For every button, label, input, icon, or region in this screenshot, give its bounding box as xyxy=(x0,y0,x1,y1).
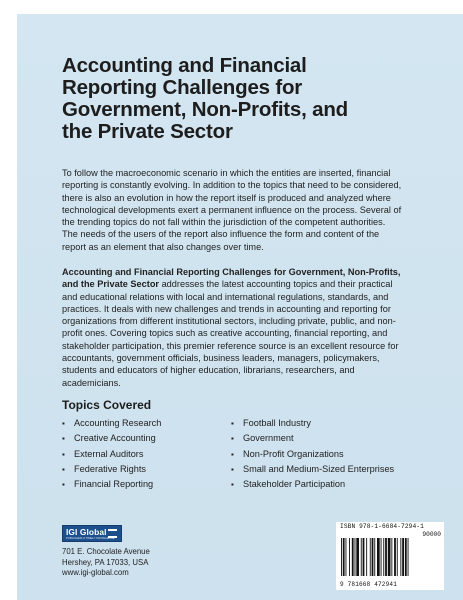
bullet-icon: ▪ xyxy=(231,464,234,474)
description-title: Accounting and Financial Reporting Challenges for Government, Non-Profits, and the Private Sector xyxy=(62,267,401,290)
topic-item: ▪ Federative Rights xyxy=(62,462,161,477)
topic-item: ▪ Football Industry xyxy=(231,416,394,431)
bullet-icon: ▪ xyxy=(231,449,234,459)
isbn-label: ISBN 978-1-6684-7294-1 xyxy=(340,523,424,530)
price-code: 90000 xyxy=(422,531,441,538)
bullet-icon: ▪ xyxy=(231,419,234,428)
description-paragraph xyxy=(62,266,402,389)
bullet-icon: ▪ xyxy=(62,480,65,490)
publisher-address xyxy=(62,547,150,579)
publisher-website: www.igi-global.com xyxy=(62,568,129,578)
barcode-digits: 9 781668 472941 xyxy=(340,581,398,588)
publisher-logo-text: IGI Global xyxy=(66,527,107,537)
bullet-icon: ▪ xyxy=(62,449,65,459)
bullet-icon: ▪ xyxy=(62,419,65,428)
barcode-icon xyxy=(339,538,441,580)
logo-mark-icon xyxy=(108,529,117,538)
topic-item: ▪ Creative Accounting xyxy=(62,431,161,446)
topic-item: ▪ Government xyxy=(231,431,394,446)
bullet-icon: ▪ xyxy=(62,434,65,444)
topic-item: ▪ Accounting Research xyxy=(62,416,161,431)
topic-item: ▪ Stakeholder Participation xyxy=(231,477,394,492)
book-title: Accounting and Financial Reporting Challenges for Government, Non-Profits, and the Private Sector xyxy=(62,54,348,143)
address-street: 701 E. Chocolate Avenue xyxy=(62,547,150,556)
topic-item: ▪ External Auditors xyxy=(62,447,161,462)
topics-list-right xyxy=(231,416,394,492)
topic-item: ▪ Financial Reporting xyxy=(62,477,161,492)
description-text: addresses the latest accounting topics and their practical and educational relations with local and international regulations, standards, and practices. It deals with new challenges and trends in accounting and reporting for organizations from different institutional sectors, including private, public, and non-profit ones. Covering topics such as creative accounting, financial reporting, and stakeholder participation, this premier reference source is an excellent resource for accountants, government officials, business leaders, managers, policymakers, students and educators of higher education, librarians, researchers, and academicians. xyxy=(62,279,399,388)
topic-item: ▪ Small and Medium-Sized Enterprises xyxy=(231,462,394,477)
topics-heading: Topics Covered xyxy=(62,398,152,412)
isbn-barcode-block xyxy=(336,522,444,590)
bullet-icon: ▪ xyxy=(62,464,65,474)
bullet-icon: ▪ xyxy=(231,434,234,444)
address-city: Hershey, PA 17033, USA xyxy=(62,557,149,567)
topics-list-left xyxy=(62,416,161,492)
topic-item: ▪ Non-Profit Organizations xyxy=(231,447,394,462)
publisher-logo xyxy=(62,525,122,542)
intro-paragraph: To follow the macroeconomic scenario in which the entities are inserted, financial reporting is constantly evolving. In addition to the topics that need to be considered, there is also an evolution in how the report itself is produced and analyzed where technological developments exert a permanent influence on the process. Several of the trending topics do not fall within the jurisdiction of the competent authorities. The needs of the users of the report also influence the form and content of the report as an element that also changes over time. xyxy=(62,168,402,252)
publisher-logo-tagline: PUBLISHER of TIMELY KNOWLEDGE xyxy=(66,536,115,540)
bullet-icon: ▪ xyxy=(231,480,234,490)
